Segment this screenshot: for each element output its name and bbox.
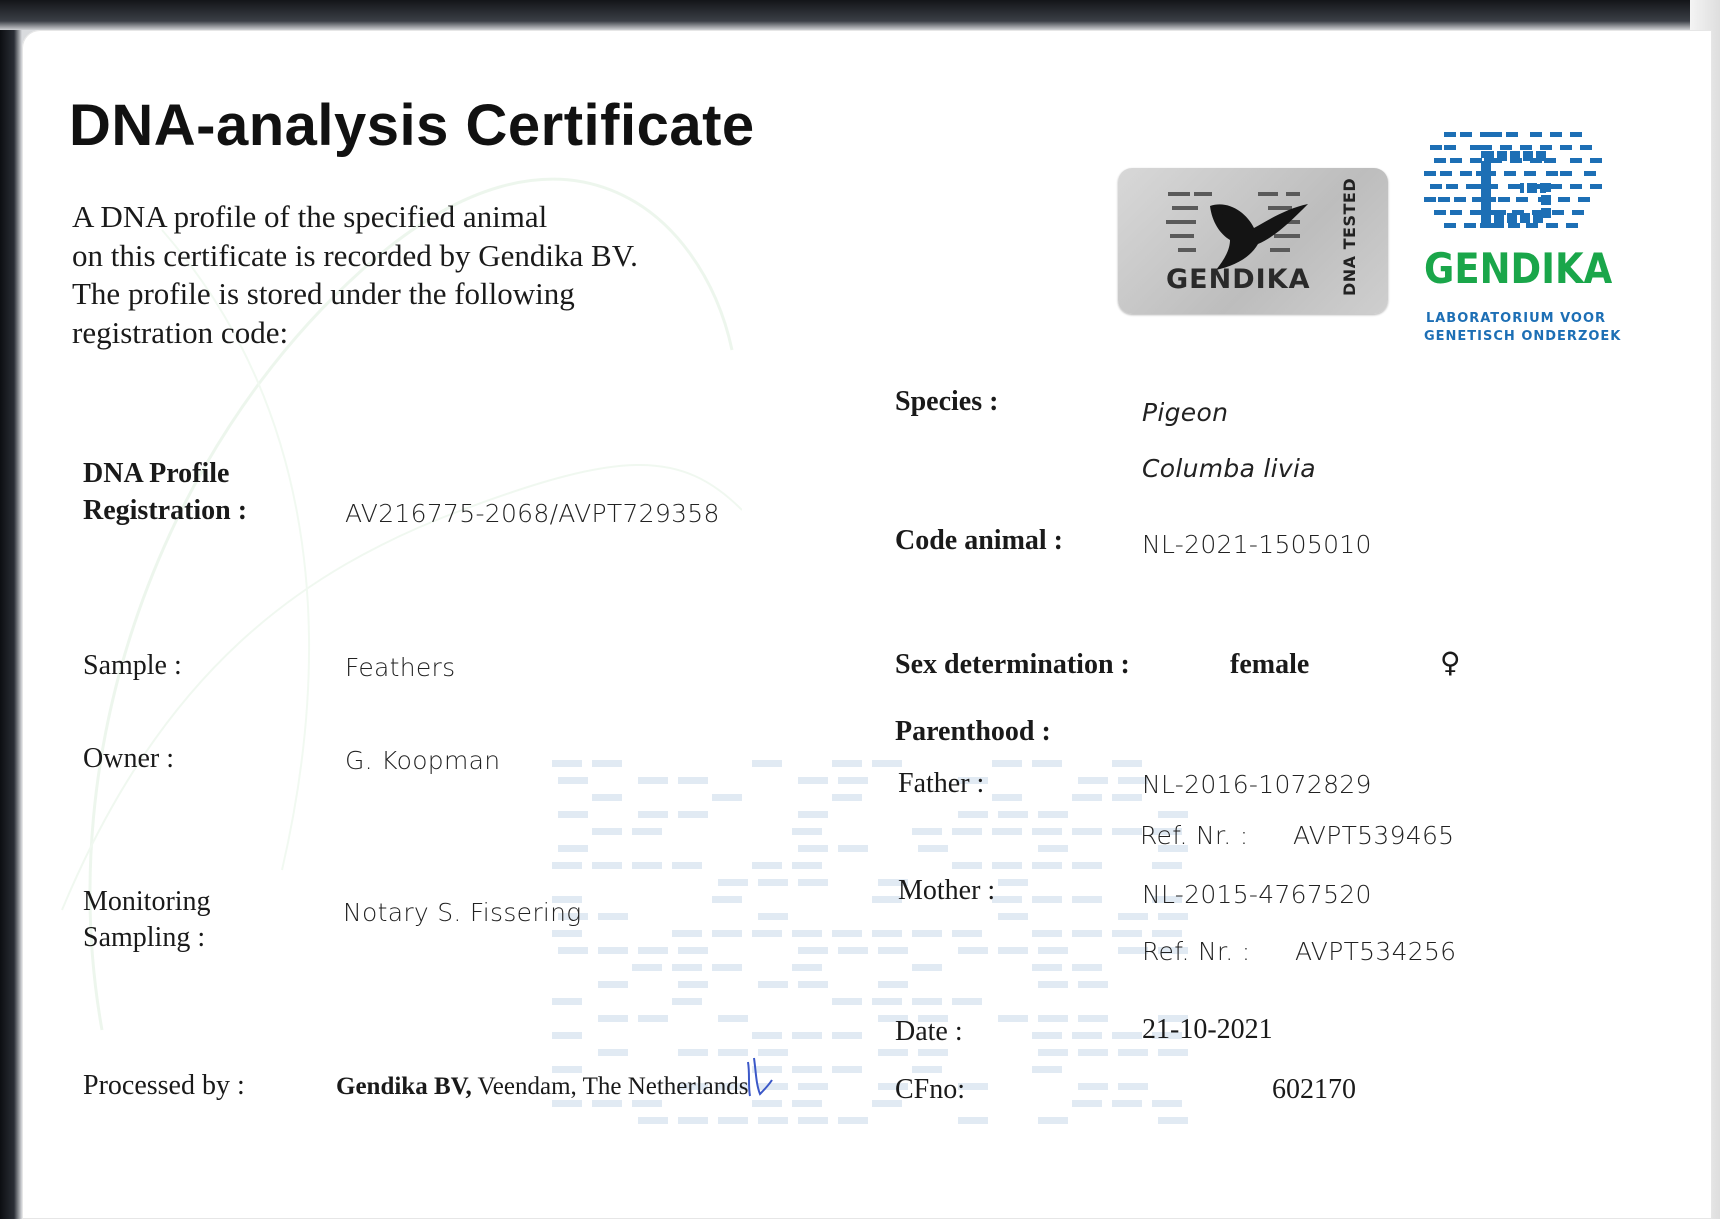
cfno-label: CFno: xyxy=(895,1074,966,1105)
signature-mark xyxy=(742,1050,782,1100)
species-label: Species : xyxy=(895,386,999,417)
brand-tagline-line: LABORATORIUM VOOR xyxy=(1425,311,1607,326)
monitoring-value: Notary S. Fissering xyxy=(343,898,582,927)
gendika-logo-icon xyxy=(1420,126,1610,244)
processed-by-company: Gendika BV, xyxy=(336,1073,472,1100)
father-ref-value: AVPT539465 xyxy=(1293,821,1455,850)
sex-value: female xyxy=(1230,649,1310,680)
code-animal-value: NL-2021-1505010 xyxy=(1142,530,1372,559)
monitoring-label-line2: Sampling : xyxy=(83,922,206,953)
father-label: Father : xyxy=(898,768,985,799)
cfno-value: 602170 xyxy=(1272,1074,1356,1105)
badge-dna-tested-text: DNA TESTED xyxy=(1340,177,1359,296)
scan-top-edge xyxy=(0,0,1720,30)
mother-ref-label: Ref. Nr. : xyxy=(1142,937,1251,966)
intro-line: on this certificate is recorded by Gendika BV. xyxy=(72,237,638,273)
father-ref-label: Ref. Nr. : xyxy=(1140,821,1249,850)
certificate-title: DNA-analysis Certificate xyxy=(69,93,755,158)
badge-brand-text: GENDIKA xyxy=(1166,264,1311,295)
processed-by-label: Processed by : xyxy=(83,1070,245,1101)
monitoring-label-line1: Monitoring xyxy=(83,886,211,917)
dna-profile-label-line2: Registration : xyxy=(83,495,248,526)
sex-determination-label: Sex determination : xyxy=(895,649,1130,680)
mother-value: NL-2015-4767520 xyxy=(1142,880,1372,909)
processed-by-value xyxy=(336,1073,749,1101)
owner-label: Owner : xyxy=(83,743,174,774)
brand-name: GENDIKA xyxy=(1424,244,1613,293)
bird-icon xyxy=(1158,182,1338,274)
intro-line: A DNA profile of the specified animal xyxy=(72,199,548,234)
brand-tagline xyxy=(1424,310,1622,346)
species-common-value: Pigeon xyxy=(1142,398,1229,427)
sample-label: Sample : xyxy=(83,650,182,681)
female-symbol-icon: ♀ xyxy=(1440,646,1461,679)
date-value: 21-10-2021 xyxy=(1142,1014,1273,1045)
father-value: NL-2016-1072829 xyxy=(1142,770,1372,799)
dna-profile-value: AV216775-2068/AVPT729358 xyxy=(345,499,720,528)
intro-paragraph xyxy=(72,198,638,352)
parenthood-label: Parenthood : xyxy=(895,716,1051,747)
date-label: Date : xyxy=(895,1016,963,1047)
mother-label: Mother : xyxy=(898,875,996,906)
owner-value: G. Koopman xyxy=(345,746,501,775)
sample-value: Feathers xyxy=(345,653,456,682)
species-latin-value: Columba livia xyxy=(1142,454,1316,483)
intro-line: The profile is stored under the following xyxy=(72,276,575,311)
mother-ref-value: AVPT534256 xyxy=(1295,937,1457,966)
code-animal-label: Code animal : xyxy=(895,525,1063,556)
dna-tested-badge xyxy=(1118,168,1388,314)
dna-profile-label-line1: DNA Profile xyxy=(83,458,230,489)
processed-by-location: Veendam, The Netherlands xyxy=(471,1073,749,1100)
brand-tagline-line: GENETISCH ONDERZOEK xyxy=(1424,329,1622,344)
intro-line: registration code: xyxy=(72,314,289,350)
